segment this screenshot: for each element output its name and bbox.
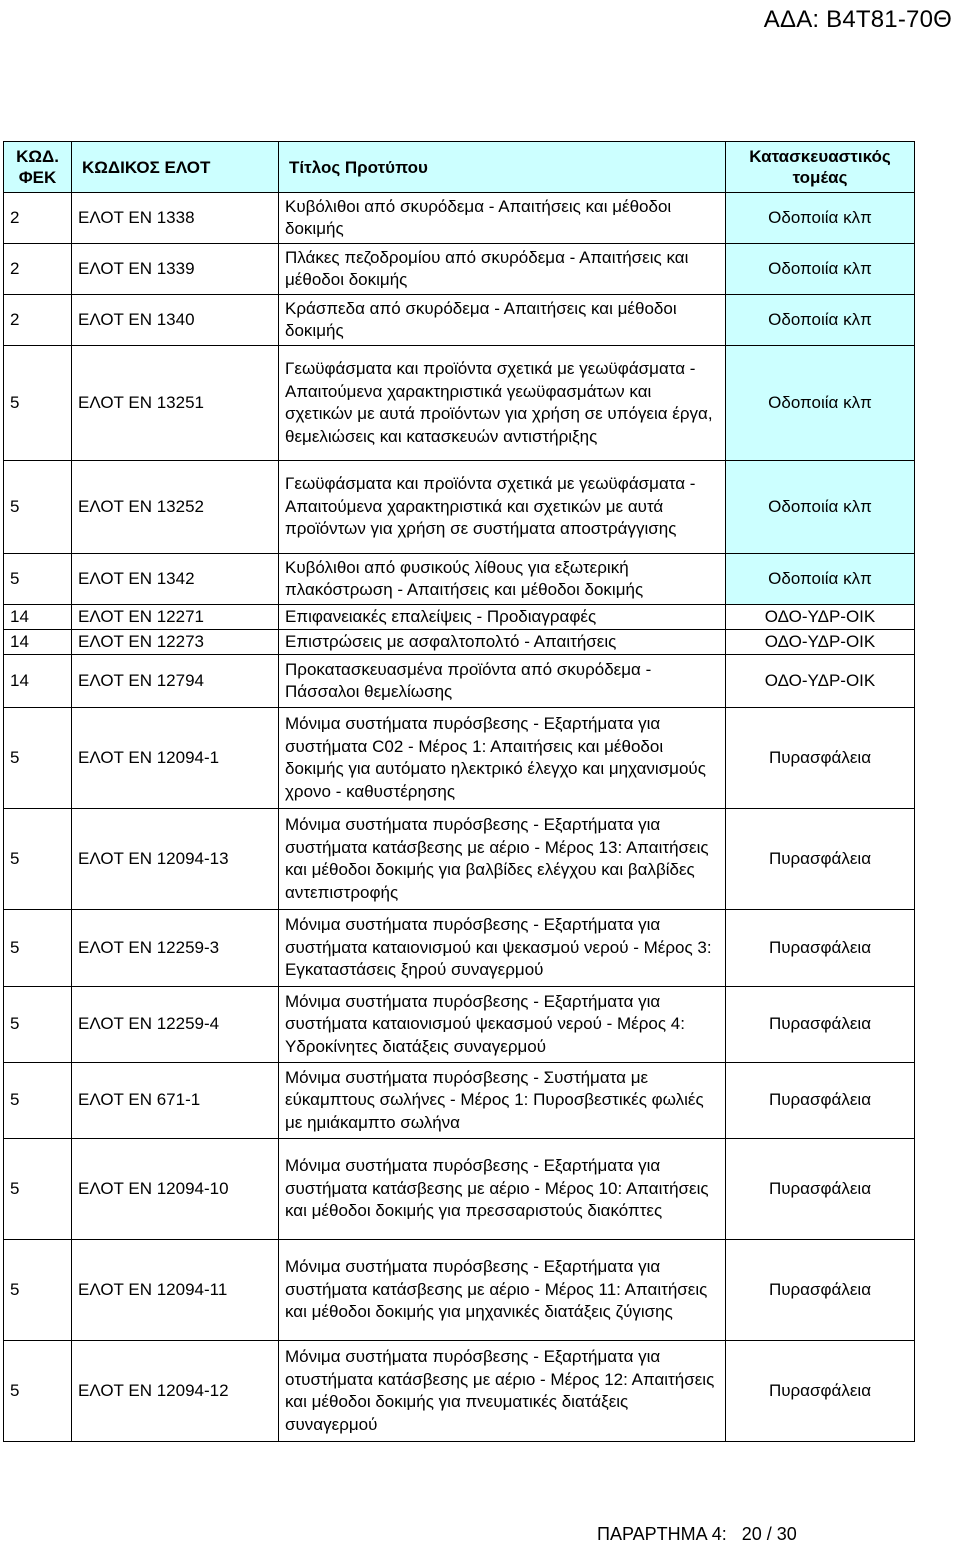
code-cell: ΕΛΟΤ ΕΝ 12094-11	[72, 1240, 279, 1341]
code-cell: ΕΛΟΤ ΕΝ 13252	[72, 461, 279, 554]
sector-cell: Πυρασφάλεια	[726, 1341, 915, 1442]
fek-cell: 5	[4, 461, 72, 554]
fek-cell: 5	[4, 1240, 72, 1341]
page-footer	[597, 1524, 797, 1545]
title-cell: Επιστρώσεις με ασφαλτοπολτό - Απαιτήσεις	[279, 630, 726, 655]
sector-cell: Οδοποιία κλπ	[726, 346, 915, 461]
fek-cell: 5	[4, 708, 72, 809]
table-row	[4, 630, 915, 655]
table-row	[4, 461, 915, 554]
code-cell: ΕΛΟΤ ΕΝ 12094-13	[72, 809, 279, 910]
sector-cell: Πυρασφάλεια	[726, 1063, 915, 1139]
code-cell: ΕΛΟΤ ΕΝ 12794	[72, 655, 279, 708]
table-row	[4, 910, 915, 987]
title-cell: Μόνιμα συστήματα πυρόσβεσης - Εξαρτήματα για συστήματα κατάσβεσης με αέριο - Μέρος 11: Απαιτήσεις και μέθοδοι δοκιμής για μηχανικές διατάξεις ζύγισης	[279, 1240, 726, 1341]
standards-table	[3, 141, 915, 1442]
col-header-code: ΚΩΔΙΚΟΣ ΕΛΟΤ	[72, 142, 279, 193]
table-row	[4, 1341, 915, 1442]
title-cell: Επιφανειακές επαλείψεις - Προδιαγραφές	[279, 605, 726, 630]
fek-cell: 14	[4, 605, 72, 630]
sector-cell: Πυρασφάλεια	[726, 809, 915, 910]
title-cell: Προκατασκευασμένα προϊόντα από σκυρόδεμα - Πάσσαλοι θεμελίωσης	[279, 655, 726, 708]
sector-cell: Πυρασφάλεια	[726, 987, 915, 1063]
table-row	[4, 193, 915, 244]
fek-cell: 5	[4, 910, 72, 987]
sector-cell: Οδοποιία κλπ	[726, 244, 915, 295]
code-cell: ΕΛΟΤ ΕΝ 12094-1	[72, 708, 279, 809]
fek-cell: 5	[4, 987, 72, 1063]
title-cell: Κυβόλιθοι από φυσικούς λίθους για εξωτερική πλακόστρωση - Απαιτήσεις και μέθοδοι δοκιμής	[279, 554, 726, 605]
sector-cell: Οδοποιία κλπ	[726, 193, 915, 244]
sector-cell: Πυρασφάλεια	[726, 910, 915, 987]
title-cell: Μόνιμα συστήματα πυρόσβεσης - Εξαρτήματα για συστήματα κατάσβεσης με αέριο - Μέρος 10: Απαιτήσεις και μέθοδοι δοκιμής για πρεσσαριστούς διακόπτες	[279, 1139, 726, 1240]
title-cell: Μόνιμα συστήματα πυρόσβεσης - Εξαρτήματα για oτυστήματα κατάσβεσης με αέριο - Μέρος 12: Απαιτήσεις και μέθοδοι δοκιμής για πνευματικές διατάξεις συναγερμού	[279, 1341, 726, 1442]
col-header-title: Τίτλος Προτύπου	[279, 142, 726, 193]
code-cell: ΕΛΟΤ ΕΝ 12094-10	[72, 1139, 279, 1240]
sector-cell: ΟΔΟ-ΥΔΡ-ΟΙΚ	[726, 655, 915, 708]
fek-cell: 5	[4, 1063, 72, 1139]
sector-cell: Πυρασφάλεια	[726, 708, 915, 809]
fek-cell: 14	[4, 655, 72, 708]
fek-cell: 14	[4, 630, 72, 655]
code-cell: ΕΛΟΤ ΕΝ 1340	[72, 295, 279, 346]
title-cell: Πλάκες πεζοδρομίου από σκυρόδεμα - Απαιτήσεις και μέθοδοι δοκιμής	[279, 244, 726, 295]
sector-cell: Πυρασφάλεια	[726, 1240, 915, 1341]
sector-cell: ΟΔΟ-ΥΔΡ-ΟΙΚ	[726, 630, 915, 655]
table-row	[4, 809, 915, 910]
fek-cell: 5	[4, 554, 72, 605]
page-number: 20 / 30	[741, 1524, 797, 1544]
table-row	[4, 987, 915, 1063]
fek-cell: 5	[4, 346, 72, 461]
title-cell: Γεωϋφάσματα και προϊόντα σχετικά με γεωϋφάσματα - Απαιτούμενα χαρακτηριστικά και σχετικών με αυτά προϊόντων για χρήση σε συστήματα αποστράγγισης	[279, 461, 726, 554]
fek-cell: 5	[4, 1341, 72, 1442]
table-row	[4, 1240, 915, 1341]
code-cell: ΕΛΟΤ ΕΝ 12259-4	[72, 987, 279, 1063]
code-cell: ΕΛΟΤ ΕΝ 1338	[72, 193, 279, 244]
sector-cell: Οδοποιία κλπ	[726, 461, 915, 554]
code-cell: ΕΛΟΤ ΕΝ 671-1	[72, 1063, 279, 1139]
title-cell: Κυβόλιθοι από σκυρόδεμα - Απαιτήσεις και μέθοδοι δοκιμής	[279, 193, 726, 244]
code-cell: ΕΛΟΤ ΕΝ 12094-12	[72, 1341, 279, 1442]
fek-cell: 2	[4, 295, 72, 346]
table-row	[4, 1139, 915, 1240]
title-cell: Μόνιμα συστήματα πυρόσβεσης - Εξαρτήματα για συστήματα C02 - Μέρος 1: Απαιτήσεις και μέθοδοι δοκιμής για αυτόματο ηλεκτρικό έλεγχο και μηχανισμούς χρονο - καθυστέρησης	[279, 708, 726, 809]
fek-cell: 2	[4, 244, 72, 295]
code-cell: ΕΛΟΤ ΕΝ 12273	[72, 630, 279, 655]
table-row	[4, 554, 915, 605]
title-cell: Μόνιμα συστήματα πυρόσβεσης - Εξαρτήματα για συστήματα καταιονισμού και ψεκασμού νερού - Μέρος 3: Εγκαταστάσεις ξηρού συναγερμού	[279, 910, 726, 987]
fek-cell: 2	[4, 193, 72, 244]
sector-cell: ΟΔΟ-ΥΔΡ-ΟΙΚ	[726, 605, 915, 630]
table-row	[4, 244, 915, 295]
title-cell: Γεωϋφάσματα και προϊόντα σχετικά με γεωϋφάσματα - Απαιτούμενα χαρακτηριστικά γεωϋφασμάτων και σχετικών με αυτά προϊόντων για χρήση σε υπόγεια έργα, θεμελιώσεις και κατασκευών αντιστήριξης	[279, 346, 726, 461]
ada-code: ΑΔΑ: Β4Τ81-70Θ	[763, 6, 952, 33]
table-row	[4, 605, 915, 630]
code-cell: ΕΛΟΤ ΕΝ 1342	[72, 554, 279, 605]
code-cell: ΕΛΟΤ ΕΝ 13251	[72, 346, 279, 461]
sector-cell: Πυρασφάλεια	[726, 1139, 915, 1240]
fek-cell: 5	[4, 1139, 72, 1240]
sector-cell: Οδοποιία κλπ	[726, 295, 915, 346]
col-header-sector: Κατασκευαστικός τομέας	[726, 142, 915, 193]
table-row	[4, 655, 915, 708]
table-row	[4, 708, 915, 809]
col-header-fek: ΚΩΔ. ΦΕΚ	[4, 142, 72, 193]
code-cell: ΕΛΟΤ ΕΝ 1339	[72, 244, 279, 295]
annex-label: ΠΑΡΑΡΤΗΜΑ 4:	[597, 1524, 727, 1544]
title-cell: Μόνιμα συστήματα πυρόσβεσης - Συστήματα με εύκαμπτους σωλήνες - Μέρος 1: Πυροσβεστικές φωλιές με ημιάκαμπτο σωλήνα	[279, 1063, 726, 1139]
code-cell: ΕΛΟΤ ΕΝ 12271	[72, 605, 279, 630]
table-row	[4, 295, 915, 346]
table-row	[4, 1063, 915, 1139]
header-row	[4, 142, 915, 193]
code-cell: ΕΛΟΤ ΕΝ 12259-3	[72, 910, 279, 987]
title-cell: Μόνιμα συστήματα πυρόσβεσης - Εξαρτήματα για συστήματα κατάσβεσης με αέριο - Μέρος 13: Απαιτήσεις και μέθοδοι δοκιμής για βαλβίδες ελέγχου και βαλβίδες αντεπιστροφής	[279, 809, 726, 910]
table-row	[4, 346, 915, 461]
title-cell: Μόνιμα συστήματα πυρόσβεσης - Εξαρτήματα για συστήματα καταιονισμού ψεκασμού νερού - Μέρος 4: Υδροκίνητες διατάξεις συναγερμού	[279, 987, 726, 1063]
fek-cell: 5	[4, 809, 72, 910]
title-cell: Κράσπεδα από σκυρόδεμα - Απαιτήσεις και μέθοδοι δοκιμής	[279, 295, 726, 346]
sector-cell: Οδοποιία κλπ	[726, 554, 915, 605]
